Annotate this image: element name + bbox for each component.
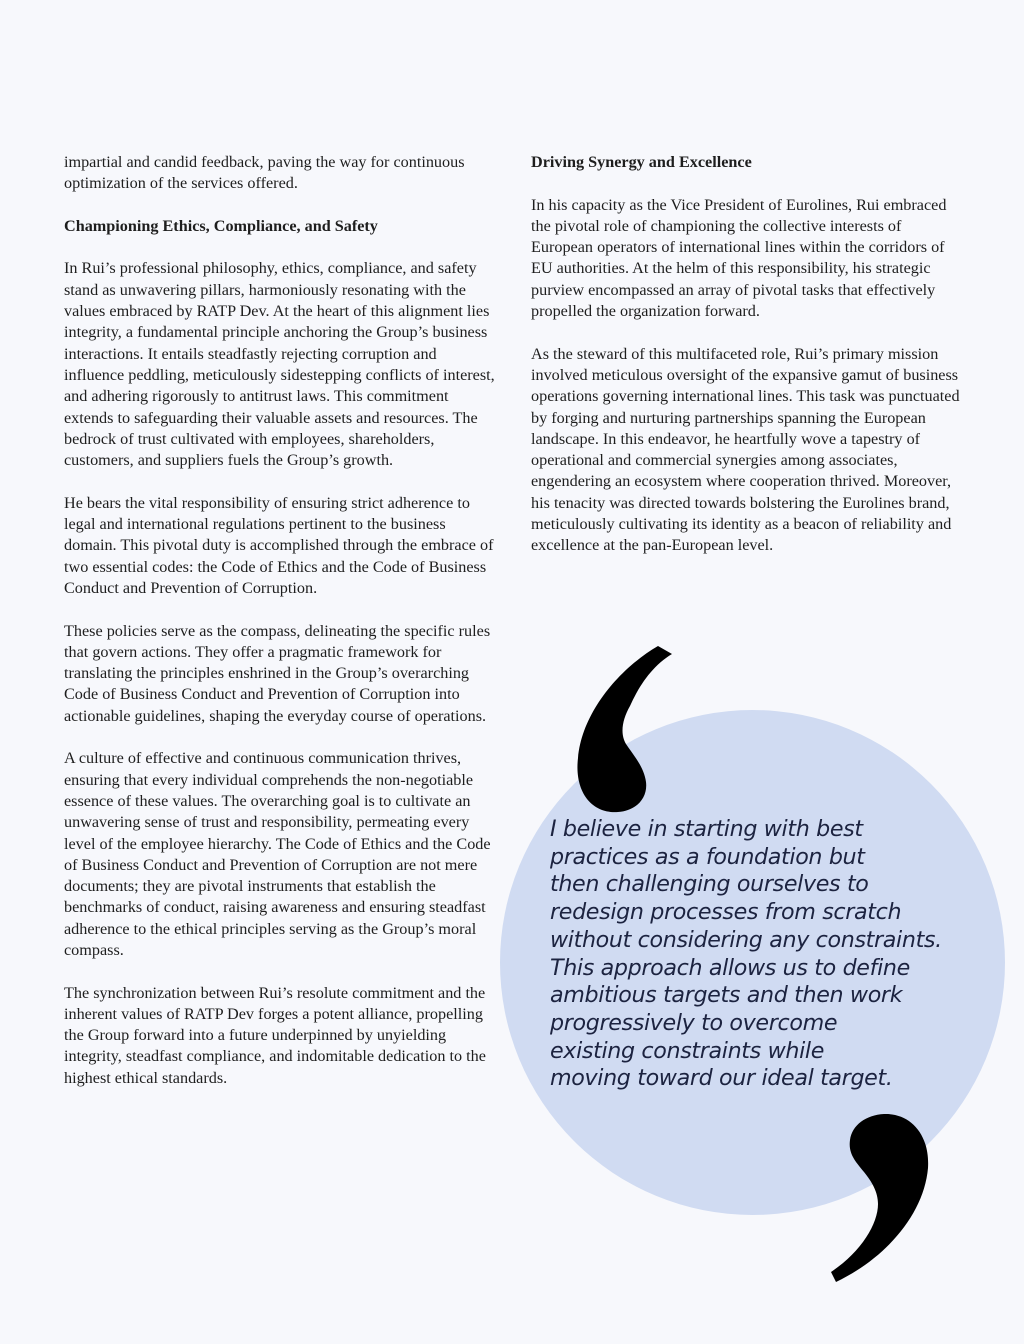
paragraph: He bears the vital responsibility of ensuring strict adherence to legal and international regulations pertinent to the business domain. This pivotal duty is accomplished through the embrace of two essential codes: the Code of Ethics and the Code of Business Conduct and Prevention of Corruption.	[64, 493, 494, 597]
quote-line: I believe in starting with best	[550, 816, 863, 842]
pull-quote	[550, 816, 990, 1093]
quote-line: without considering any constraints.	[550, 926, 942, 953]
quote-line: This approach allows us to define	[550, 954, 910, 981]
right-column	[531, 152, 963, 578]
quote-line: practices as a foundation but	[550, 843, 865, 870]
quote-line: ambitious targets and then work	[550, 982, 903, 1009]
left-column	[64, 152, 496, 1110]
section-heading-synergy: Driving Synergy and Excellence	[531, 153, 752, 171]
open-quote-icon	[574, 642, 674, 814]
paragraph: A culture of effective and continuous communication thrives, ensuring that every individual comprehends the non-negotiable essence of these values. The overarching goal is to cultivate an unwavering sense of trust and responsibility, permeating every level of the employee hierarchy. The Code of Ethics and the Code of Business Conduct and Prevention of Corruption are not mere documents; they are pivotal instruments that establish the benchmarks of conduct, raising awareness and ensuring steadfast adherence to the ethical principles serving as the Group’s moral compass.	[64, 749, 491, 959]
paragraph: impartial and candid feedback, paving the way for continuous optimization of the services offered.	[64, 153, 465, 193]
paragraph: As the steward of this multifaceted role, Rui’s primary mission involved meticulous oversight of the expansive gamut of business operations governing international lines. This task was punctuated by forging and nurturing partnerships spanning the European landscape. In this endeavor, he heartfully wove a tapestry of operational and commercial synergies among associates, engendering an ecosystem where cooperation thrived. Moreover, his tenacity was directed towards bolstering the Eurolines brand, meticulously cultivating its identity as a beacon of reliability and excellence at the pan-European level.	[531, 344, 960, 555]
quote-line: progressively to overcome	[550, 1009, 838, 1036]
quote-line: moving toward our ideal target.	[550, 1065, 893, 1092]
quote-line: existing constraints while	[550, 1037, 825, 1064]
paragraph: These policies serve as the compass, delineating the specific rules that govern actions. They offer a pragmatic framework for translating the principles enshrined in the Group’s overarching Code of Business Conduct and Prevention of Corruption into actionable guidelines, shaping the everyday course of operations.	[64, 621, 491, 725]
quote-line: redesign processes from scratch	[550, 899, 902, 926]
paragraph: In his capacity as the Vice President of Eurolines, Rui embraced the pivotal role of championing the collective interests of European operators of international lines within the corridors of EU authorities. At the helm of this responsibility, his strategic purview encompassed an array of pivotal tasks that effectively propelled the organization forward.	[531, 195, 947, 321]
close-quote-icon	[828, 1112, 933, 1284]
paragraph: In Rui’s professional philosophy, ethics, compliance, and safety stand as unwavering pillars, harmoniously resonating with the values embraced by RATP Dev. At the heart of this alignment lies integrity, a fundamental principle anchoring the Group’s business interactions. It entails steadfastly rejecting corruption and influence peddling, meticulously sidestepping conflicts of interest, and adhering rigorously to antitrust laws. This commitment extends to safeguarding their valuable assets and resources. The bedrock of trust cultivated with employees, shareholders, customers, and suppliers fuels the Group’s growth.	[64, 259, 495, 470]
paragraph: The synchronization between Rui’s resolute commitment and the inherent values of RATP Dev forges a potent alliance, propelling the Group forward into a future underpinned by unyielding integrity, steadfast compliance, and indomitable dedication to the highest ethical standards.	[64, 983, 486, 1087]
quote-line: then challenging ourselves to	[550, 871, 869, 898]
section-heading-ethics: Championing Ethics, Compliance, and Safety	[64, 216, 378, 235]
